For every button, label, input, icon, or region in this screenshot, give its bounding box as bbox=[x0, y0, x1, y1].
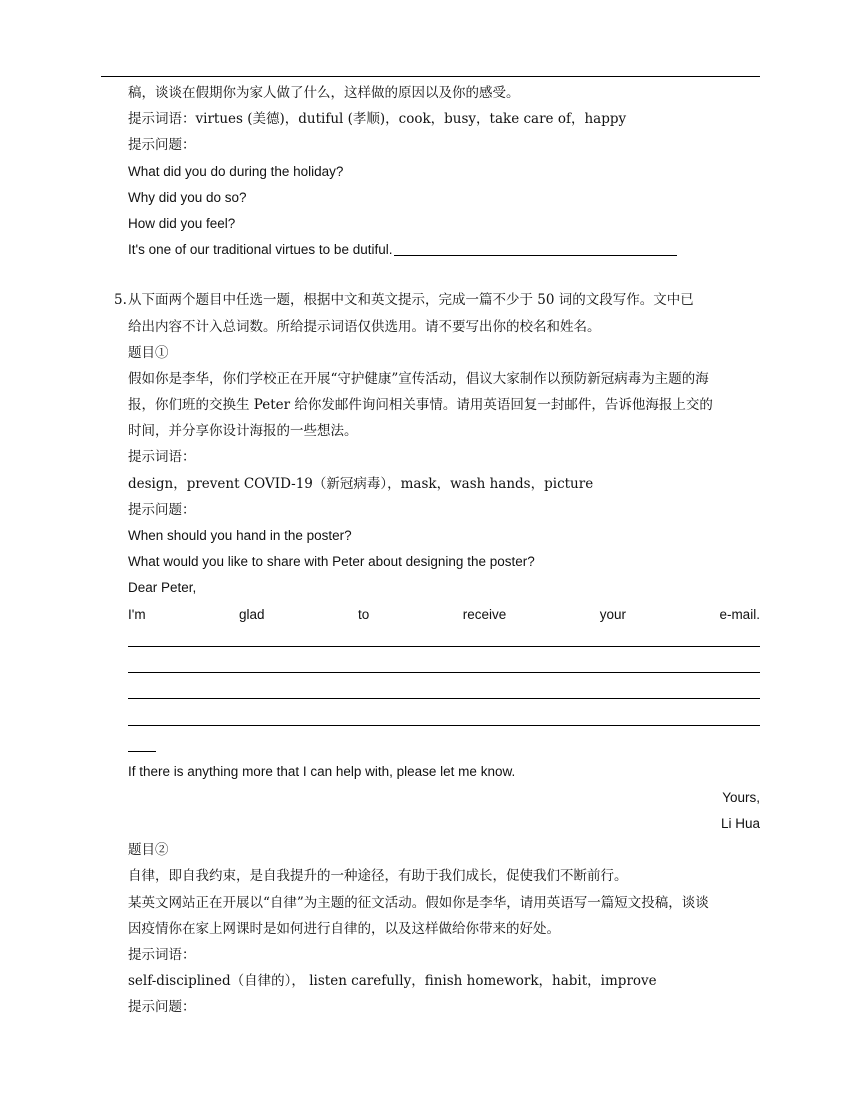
opening-word: e-mail. bbox=[719, 606, 760, 622]
topic1-description: 假如你是李华，你们学校正在开展“守护健康”宣传活动，倡议大家制作以预防新冠病毒为主题的海 bbox=[128, 370, 709, 387]
topic1-title: 题目① bbox=[128, 344, 169, 361]
q5-intro-text: 从下面两个题目中任选一题，根据中文和英文提示，完成一篇不少于 50 词的文段写作。文中已 bbox=[128, 292, 694, 309]
topic2-description: 某英文网站正在开展以“自律”为主题的征文活动。假如你是李华，请用英语写一篇短文投稿，谈谈 bbox=[128, 894, 709, 911]
q4-starter-text: It's one of our traditional virtues to be dutiful. bbox=[128, 242, 393, 258]
topic2-description: 因疫情你在家上网课时是如何进行自律的，以及这样做给你带来的好处。 bbox=[128, 920, 560, 937]
topic2-title: 题目② bbox=[128, 842, 169, 859]
q5-intro-line: 给出内容不计入总词数。所给提示词语仅供选用。请不要写出你的校名和姓名。 bbox=[128, 318, 601, 335]
opening-word: I'm bbox=[128, 606, 146, 622]
topic1-hint-words-label: 提示词语： bbox=[128, 449, 196, 466]
answer-line-short[interactable] bbox=[128, 733, 760, 759]
answer-line[interactable] bbox=[128, 628, 760, 654]
question-number: 5. bbox=[114, 292, 127, 309]
topic2-hint-words: self-disciplined（自律的）， listen carefully，finish homework，habit，improve bbox=[128, 973, 657, 990]
topic1-question: When should you hand in the poster? bbox=[128, 528, 352, 543]
topic2-hint-words-label: 提示词语： bbox=[128, 947, 196, 963]
topic1-hint-questions-label: 提示问题： bbox=[128, 501, 196, 518]
opening-word: to bbox=[358, 606, 370, 622]
q4-question: Why did you do so? bbox=[128, 189, 247, 205]
topic1-description: 报，你们班的交换生 Peter 给你发邮件询问相关事情。请用英语回复一封邮件，告诉他海报上交的 bbox=[128, 397, 713, 414]
q4-starter-line bbox=[128, 237, 760, 263]
answer-line[interactable] bbox=[128, 654, 760, 680]
topic1-question: What would you like to share with Peter about designing the poster? bbox=[128, 554, 535, 570]
q4-hint-words: 提示词语：virtues (美德)，dutiful (孝顺)，cook，busy，take care of，happy bbox=[128, 111, 627, 128]
q5-intro-line bbox=[114, 287, 760, 313]
letter-salutation: Dear Peter, bbox=[128, 580, 197, 596]
q4-hint-questions-label: 提示问题： bbox=[128, 137, 196, 154]
letter-opening-line bbox=[128, 602, 760, 628]
answer-line[interactable] bbox=[128, 680, 760, 706]
letter-signature: Li Hua bbox=[720, 816, 760, 832]
opening-word: glad bbox=[239, 606, 265, 622]
q4-question: How did you feel? bbox=[128, 215, 236, 231]
topic2-description: 自律，即自我约束，是自我提升的一种途径，有助于我们成长，促使我们不断前行。 bbox=[128, 868, 628, 885]
q4-continuation-line: 稿，谈谈在假期你为家人做了什么，这样做的原因以及你的感受。 bbox=[128, 85, 520, 101]
letter-signoff: Yours, bbox=[722, 789, 760, 805]
opening-word: your bbox=[599, 606, 626, 622]
header-rule bbox=[101, 76, 760, 77]
q4-answer-blank[interactable] bbox=[394, 240, 677, 256]
topic1-description: 时间，并分享你设计海报的一些想法。 bbox=[128, 423, 358, 440]
answer-line[interactable] bbox=[128, 706, 760, 732]
letter-closing-line: If there is anything more that I can help with, please let me know. bbox=[128, 763, 516, 779]
q4-question: What did you do during the holiday? bbox=[128, 163, 344, 179]
opening-word: receive bbox=[462, 606, 507, 622]
page-content bbox=[114, 80, 760, 1021]
topic1-hint-words: design，prevent COVID-19（新冠病毒），mask，wash hands，picture bbox=[128, 475, 594, 492]
topic2-hint-questions-label: 提示问题： bbox=[128, 999, 196, 1016]
